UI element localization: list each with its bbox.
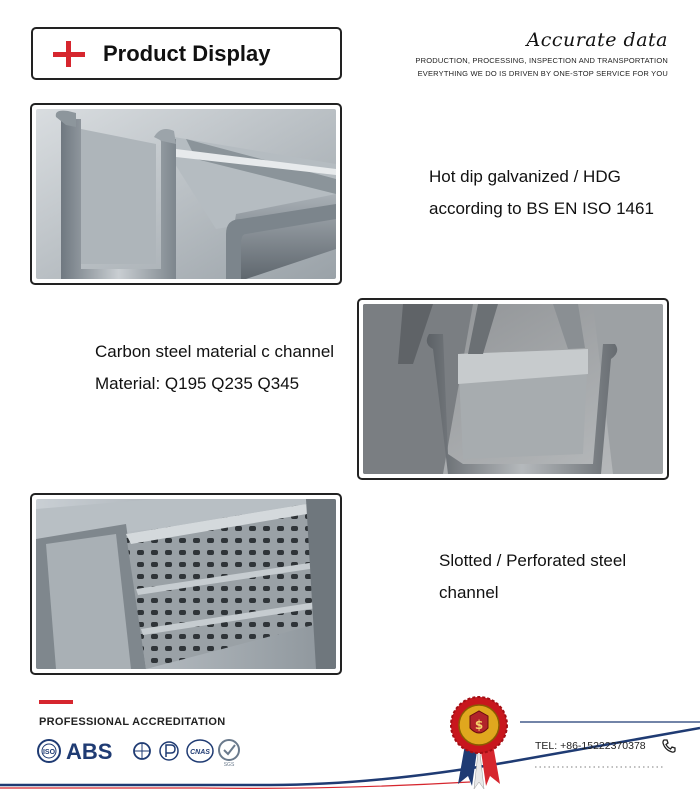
accreditation-heading: PROFESSIONAL ACCREDITATION: [39, 716, 226, 728]
slotted-channel-image: [36, 499, 336, 669]
certification-logos: [36, 735, 246, 767]
p-mark-logo: [160, 742, 178, 760]
product-3-line-1: Slotted / Perforated steel: [439, 551, 627, 570]
product-1-line-2: according to BS EN ISO 1461: [429, 199, 654, 218]
abs-logo: ABS: [66, 739, 113, 764]
cnas-logo-text: CNAS: [190, 749, 210, 756]
accent-dash: [39, 700, 73, 704]
product-photo-slotted-channel: [30, 493, 342, 675]
sgs-logo: [219, 740, 239, 767]
phone-icon: [661, 738, 677, 754]
plus-icon: [53, 41, 85, 67]
telephone-number[interactable]: TEL: +86-15222370378: [535, 740, 646, 752]
product-2-line-1: Carbon steel material c channel: [95, 342, 335, 361]
accurate-data-line-1: PRODUCTION, PROCESSING, INSPECTION AND TRANSPORTATION: [415, 56, 668, 65]
sgs-logo-text: SGS: [223, 762, 235, 767]
footer-dotted-line: [535, 763, 665, 771]
quality-seal: [448, 694, 510, 789]
page-title: Product Display: [103, 41, 271, 66]
accurate-data-line-2: EVERYTHING WE DO IS DRIVEN BY ONE-STOP SERVICE FOR YOU: [417, 69, 668, 78]
product-1-line-1: Hot dip galvanized / HDG: [429, 167, 621, 186]
accurate-data-heading: Accurate data: [526, 29, 668, 51]
product-photo-carbon-channel: [357, 298, 669, 480]
hdg-channel-image: [36, 109, 336, 279]
product-2-line-2: Material: Q195 Q235 Q345: [95, 374, 300, 393]
cnas-logo: [187, 740, 213, 762]
globe-logo: [134, 743, 150, 759]
product-3-line-2: channel: [439, 583, 499, 602]
product-photo-hdg-channel: [30, 103, 342, 285]
section-title-box: [31, 27, 342, 80]
iso-logo: [38, 740, 60, 762]
iso-logo-text: ISO: [42, 749, 56, 756]
seal-mark: $: [474, 718, 484, 732]
carbon-channel-image: [363, 304, 663, 474]
